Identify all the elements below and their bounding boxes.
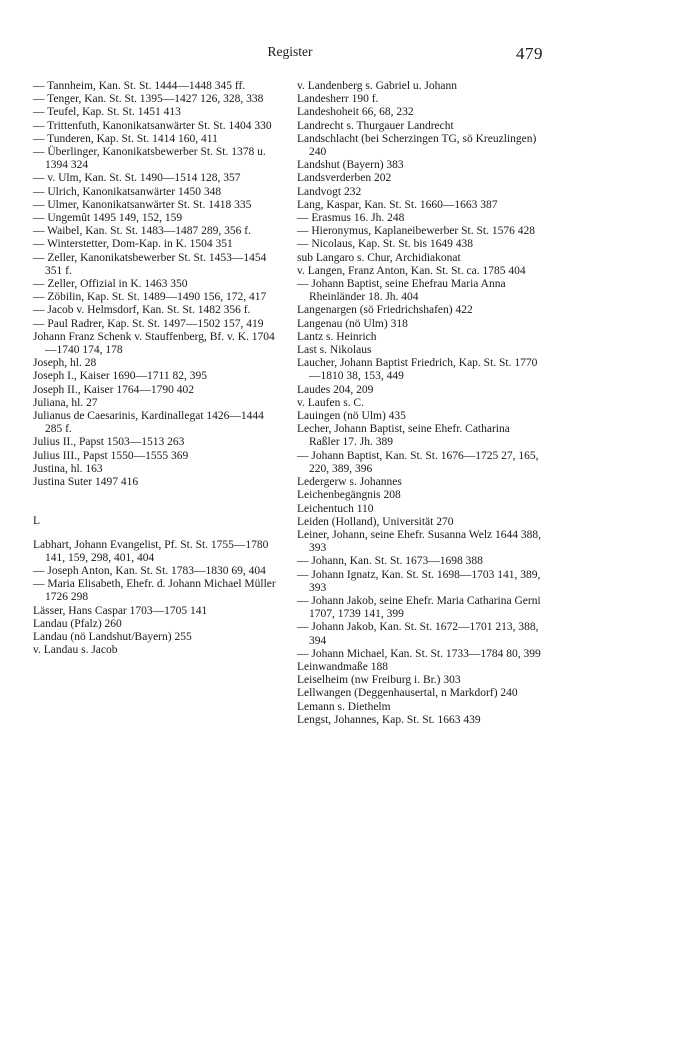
index-entry: Labhart, Johann Evangelist, Pf. St. St. 1755—1780 141, 159, 298, 401, 404: [33, 538, 269, 564]
index-entry: Lengst, Johannes, Kap. St. St. 1663 439: [297, 713, 481, 726]
index-entry: v. Langen, Franz Anton, Kan. St. St. ca. 1785 404: [297, 264, 526, 277]
left-entries: [33, 80, 279, 489]
right-column: [297, 80, 543, 727]
index-entry: Lecher, Johann Baptist, seine Ehefr. Catharina Raßler 17. Jh. 389: [297, 423, 510, 449]
index-entry: — Joseph Anton, Kan. St. St. 1783—1830 69, 404: [33, 564, 266, 577]
index-entry: Joseph, hl. 28: [33, 357, 97, 370]
index-entry: Lellwangen (Deggenhausertal, n Markdorf) 240: [297, 687, 518, 700]
index-entry: Landesherr 190 f.: [297, 93, 379, 106]
section-letter: L: [33, 515, 41, 528]
index-entry: — Paul Radrer, Kap. St. St. 1497—1502 157, 419: [33, 317, 264, 330]
index-entry: Lemann s. Diethelm: [297, 700, 391, 713]
index-entry: — Ungemût 1495 149, 152, 159: [33, 212, 183, 225]
index-entry: Johann Franz Schenk v. Stauffenberg, Bf. v. K. 1704—1740 174, 178: [33, 330, 275, 357]
index-entry: Landau (nö Landshut/Bayern) 255: [33, 630, 192, 643]
index-entry: sub Langaro s. Chur, Archidiakonat: [297, 251, 461, 264]
index-entry: Leiselheim (nw Freiburg i. Br.) 303: [297, 674, 461, 687]
index-entry: Laucher, Johann Baptist Friedrich, Kap. St. St. 1770—1810 38, 153, 449: [297, 357, 538, 383]
index-entry: Leichentuch 110: [297, 502, 374, 515]
section-spacer: [33, 489, 279, 515]
index-entry: Julianus de Caesarinis, Kardinallegat 1426—1444 285 f.: [33, 410, 264, 436]
index-entry: Landshut (Bayern) 383: [297, 159, 404, 172]
index-entry: Lässer, Hans Caspar 1703—1705 141: [33, 604, 208, 617]
index-entry: — Tenger, Kan. St. St. 1395—1427 126, 328, 338: [33, 93, 264, 106]
index-entry: Landrecht s. Thurgauer Landrecht: [297, 119, 454, 132]
index-entry: v. Landenberg s. Gabriel u. Johann: [297, 80, 458, 92]
index-entry: — Trittenfuth, Kanonikatsanwärter St. St. 1404 330: [33, 119, 272, 132]
index-entry: — Zeller, Offizial in K. 1463 350: [33, 278, 188, 291]
index-entry: — Johann Baptist, seine Ehefrau Maria Anna Rheinländer 18. Jh. 404: [297, 278, 506, 304]
index-entry: — Zöbilin, Kap. St. St. 1489—1490 156, 172, 417: [33, 291, 267, 304]
index-entry: — Erasmus 16. Jh. 248: [297, 212, 405, 225]
page-number: 479: [516, 44, 543, 63]
index-entry: Leinwandmaße 188: [297, 660, 389, 673]
index-entry: — Ulrich, Kanonikatsanwärter 1450 348: [33, 185, 222, 198]
index-entry: — Johann Jakob, seine Ehefr. Maria Catharina Gerni 1707, 1739 141, 399: [297, 594, 541, 621]
index-entry: Juliana, hl. 27: [33, 396, 98, 409]
index-entry: Landschlacht (bei Scherzingen TG, sö Kreuzlingen) 240: [297, 132, 537, 159]
index-entry: — Johann, Kan. St. St. 1673—1698 388: [297, 555, 483, 568]
index-entry: — Teufel, Kap. St. St. 1451 413: [33, 106, 181, 119]
index-entry: — Johann Baptist, Kan. St. St. 1676—1725 27, 165, 220, 389, 396: [297, 449, 539, 475]
index-entry: Langenau (nö Ulm) 318: [297, 317, 408, 330]
index-entry: Justina, hl. 163: [33, 462, 103, 475]
index-entry: — Johann Jakob, Kan. St. St. 1672—1701 213, 388, 394: [297, 621, 539, 647]
index-entry: — Jacob v. Helmsdorf, Kan. St. St. 1482 356 f.: [33, 304, 251, 317]
index-entry: Julius II., Papst 1503—1513 263: [33, 436, 185, 449]
left-column: [33, 80, 279, 657]
index-entry: Laudes 204, 209: [297, 383, 374, 396]
index-entry: Leiden (Holland), Universität 270: [297, 515, 454, 528]
index-entry: Ledergerw s. Johannes: [297, 476, 402, 489]
index-entry: Joseph I., Kaiser 1690—1711 82, 395: [33, 370, 207, 383]
index-entry: Leiner, Johann, seine Ehefr. Susanna Welz 1644 388, 393: [297, 528, 541, 555]
page-header: [30, 44, 550, 66]
index-entry: — Tannheim, Kan. St. St. 1444—1448 345 ff.: [33, 80, 246, 92]
index-entry: Julius III., Papst 1550—1555 369: [33, 449, 189, 462]
index-entry: — Johann Ignatz, Kan. St. St. 1698—1703 141, 389, 393: [297, 568, 541, 594]
index-entry: — Johann Michael, Kan. St. St. 1733—1784 80, 399: [297, 647, 541, 660]
index-entry: Landau (Pfalz) 260: [33, 617, 122, 630]
index-entry: v. Laufen s. C.: [297, 396, 364, 409]
index-entry: Lauingen (nö Ulm) 435: [297, 410, 406, 423]
index-entry: — Waibel, Kan. St. St. 1483—1487 289, 356 f.: [33, 225, 251, 238]
index-entry: Landeshoheit 66, 68, 232: [297, 106, 414, 119]
running-head-title: Register: [267, 44, 313, 59]
index-entry: — Winterstetter, Dom-Kap. in K. 1504 351: [33, 238, 233, 251]
index-entry: — Tunderen, Kap. St. St. 1414 160, 411: [33, 132, 218, 145]
index-entry: v. Landau s. Jacob: [33, 644, 118, 657]
index-entry: — Ulmer, Kanonikatsanwärter St. St. 1418 335: [33, 198, 252, 211]
index-entry: — Hieronymus, Kaplaneibewerber St. St. 1576 428: [297, 225, 535, 238]
index-entry: — Zeller, Kanonikatsbewerber St. St. 1453—1454 351 f.: [33, 251, 267, 277]
index-entry: — Nicolaus, Kap. St. St. bis 1649 438: [297, 238, 474, 251]
index-entry: — Überlinger, Kanonikatsbewerber St. St. 1378 u. 1394 324: [33, 146, 266, 172]
left-entries-l: [33, 539, 279, 658]
index-entry: Landvogt 232: [297, 185, 362, 198]
index-entry: — v. Ulm, Kan. St. St. 1490—1514 128, 357: [33, 172, 241, 185]
index-entry: Lang, Kaspar, Kan. St. St. 1660—1663 387: [297, 198, 498, 211]
index-entry: Last s. Nikolaus: [297, 344, 372, 357]
index-entry: Landsverderben 202: [297, 172, 392, 185]
index-entry: Joseph II., Kaiser 1764—1790 402: [33, 383, 194, 396]
index-entry: Lantz s. Heinrich: [297, 330, 377, 343]
index-entry: Justina Suter 1497 416: [33, 476, 139, 489]
index-entry: Leichenbegängnis 208: [297, 489, 401, 502]
index-entry: — Maria Elisabeth, Ehefr. d. Johann Michael Müller 1726 298: [33, 578, 276, 604]
index-entry: Langenargen (sö Friedrichshafen) 422: [297, 304, 473, 317]
